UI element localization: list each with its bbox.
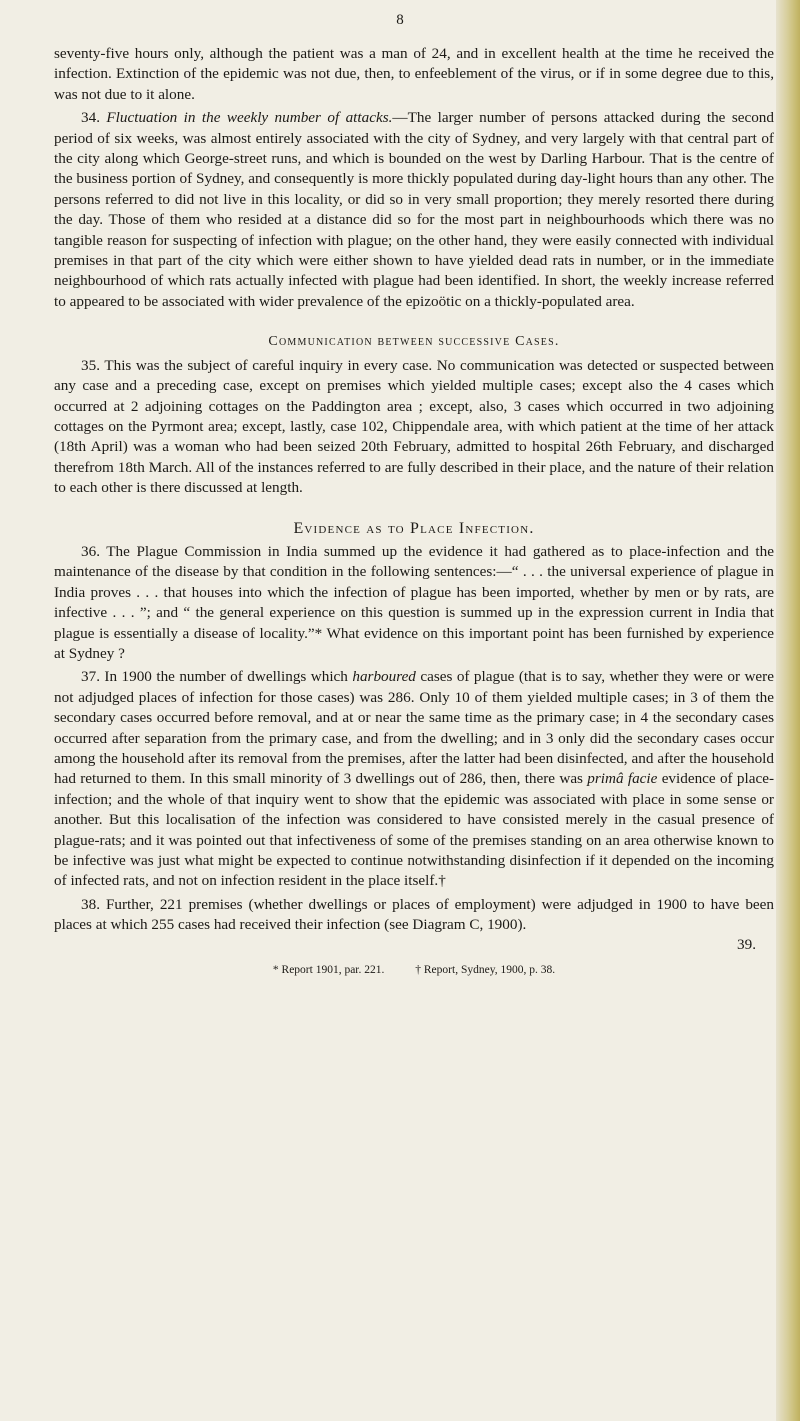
footnote: † Report, Sydney, 1900, p. 38. [415,963,556,976]
emphasis-prima-facie: primâ facie [587,770,658,788]
paragraph-38: 38. Further, 221 premises (whether dwellings or places of employment) were adjudged in 1900 to have been places at which 255 cases had received their infection (see Diagram C, 1900). [54,895,774,934]
page-edge-binding [776,0,800,1421]
paragraph-34 [54,108,774,312]
body-text [54,44,774,978]
footnotes [54,962,774,978]
paragraph-35: 35. This was the subject of careful inquiry in every case. No communication was detected or suspected between any case and a preceding case, except on premises which yielded multiple cases; except also the 4 cases which occurred at 2 adjoining cottages on the Paddington area ; except, also, 3 cases which occurred in two adjoining cottages on the Pyrmont area; except, lastly, case 102, Chippendale area, with which patient at the time of her attack (18th April) was a woman who had been seized 20th February, admitted to hospital 26th February, and discharged therefrom 18th March. All of the instances referred to are fully described in their place, and the nature of their relation to each other is there discussed at length. [54,356,774,497]
page-number: 8 [396,12,404,28]
footnote: * Report 1901, par. 221. [272,963,385,976]
paragraph-number: 34. [81,109,100,127]
section-heading-place-infection: Evidence as to Place Infection. [293,519,535,537]
next-paragraph-label: 39. [737,935,756,953]
paragraph-title: Fluctuation in the weekly number of attacks. [106,109,393,127]
paragraph-34-text: —The larger number of persons attacked during the second period of six weeks, was almost entirely associated with the city of Sydney, and very largely with that central part of the city along which George-street runs, and which is bounded on the west by Darling Harbour. That is the centre of the business portion of Sydney, and consequently is more thickly populated during day-light hours than any other. The persons referred to did not live in this locality, or did so in very small proportion; they merely resorted there during the day. Those of them who resided at a distance did so for the most part in neighbourhoods which there was no tangible reason for suspecting of infection with plague; on the other hand, they were easily connected with individual premises in that part of the city which were either shown to have yielded dead rats in number, or in the immediate neighbourhood of which rats actually infected with plague had been identified. In short, the weekly increase referred to appeared to be associated with wider prevalence of the epizoötic on a thickly-populated area. [54,109,774,310]
paragraph-36: 36. The Plague Commission in India summed up the evidence it had gathered as to place-infection and the maintenance of the disease by that condition in the following sentences:—“ . . . the universal experience of plague in India proves . . . that houses into which the infection of plague has been imported, whether by men or by rats, are infective . . . ”; and “ the general experience on this question is summed up in the expression current in India that plague is essentially a disease of locality.”* What evidence on this important point has been furnished by experience at Sydney ? [54,542,774,662]
paragraph-continued: seventy-five hours only, although the patient was a man of 24, and in excellent health at the time he received the infection. Extinction of the epidemic was not due, then, to enfeeblement of the virus, or if in some degree due to this, was not due to it alone. [54,45,774,103]
paragraph-37: 37. In 1900 the number of dwellings which harboured cases of plague (that is to say, whether they were or were not adjudged places of infection for those cases) was 286. Only 10 of them yielded multiple cases; in 3 of them the secondary cases occurred before removal, and at or near the same time as the primary case; in 4 the secondary cases occurred after separation from the primary case, and from the dwelling; and in 3 only did the secondary cases occur among the household after its removal from the premises, after the latter had been disinfected, and after the household had returned to them. In this small minority of 3 dwellings out of 286, then, there was primâ facie evidence of place-infection; and the whole of that inquiry went to show that the epidemic was associated with place in some sense or another. But this localisation of the infection was considered to have consisted merely in the casual presence of plague-rats; and it was pointed out that infectiveness of some of the premises standing on an area otherwise known to be infective was just what might be expected to continue notwithstanding disinfection if it depended on the incoming of infected rats, and not on infection resident in the place itself.† [54,668,774,890]
section-heading-communication: Communication between successive Cases. [268,334,560,350]
emphasis-harboured: harboured [352,668,416,686]
